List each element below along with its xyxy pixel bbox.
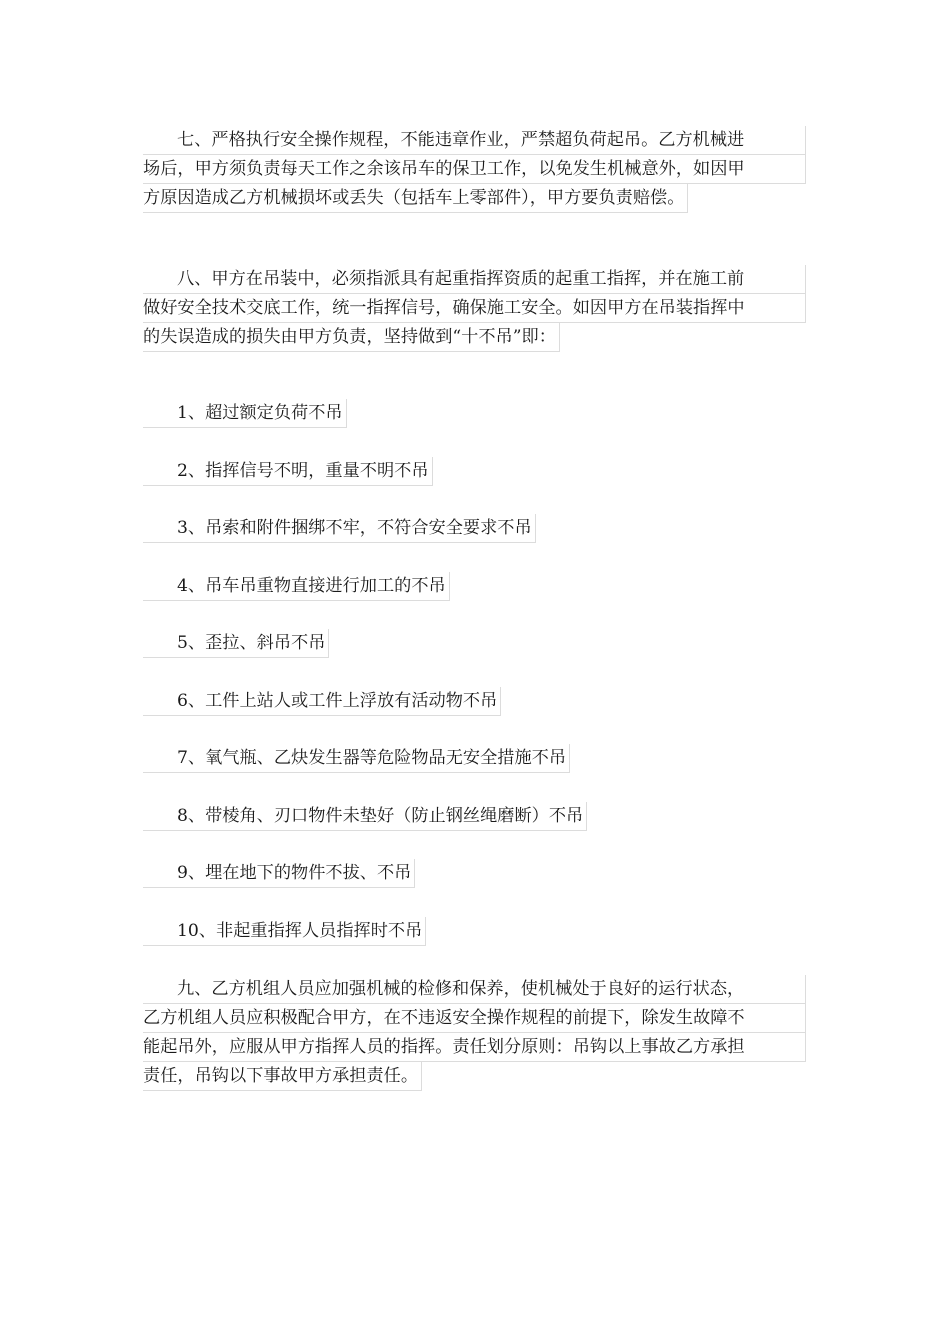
list-item-10: 10、非起重指挥人员指挥时不吊	[143, 917, 426, 946]
paragraph-9-line-2: 乙方机组人员应积极配合甲方，在不违返安全操作规程的前提下，除发生故障不	[143, 1004, 806, 1033]
list-item-3: 3、吊索和附件捆绑不牢，不符合安全要求不吊	[143, 514, 536, 543]
paragraph-7-line-1: 七、严格执行安全操作规程，不能违章作业，严禁超负荷起吊。乙方机械进	[143, 126, 806, 155]
list-item-2: 2、指挥信号不明，重量不明不吊	[143, 457, 433, 486]
list-item-6: 6、工件上站人或工件上浮放有活动物不吊	[143, 687, 501, 716]
list-item	[143, 687, 501, 716]
paragraph-7-line-3: 方原因造成乙方机械损坏或丢失（包括车上零部件），甲方要负责赔偿。	[143, 184, 688, 213]
list-item-9: 9、埋在地下的物件不拔、不吊	[143, 859, 415, 888]
list-item-7: 7、氧气瓶、乙炔发生器等危险物品无安全措施不吊	[143, 744, 570, 773]
list-item	[143, 859, 415, 888]
paragraph-8-line-2: 做好安全技术交底工作，统一指挥信号，确保施工安全。如因甲方在吊装指挥中	[143, 294, 806, 323]
paragraph-9-line-1: 九、乙方机组人员应加强机械的检修和保养，使机械处于良好的运行状态，	[143, 975, 806, 1004]
list-item-8: 8、带棱角、刃口物件未垫好（防止钢丝绳磨断）不吊	[143, 802, 587, 831]
paragraph-9-line-4: 责任，吊钩以下事故甲方承担责任。	[143, 1062, 422, 1091]
list-item	[143, 572, 450, 601]
list-item-4: 4、吊车吊重物直接进行加工的不吊	[143, 572, 450, 601]
list-item	[143, 802, 587, 831]
paragraph-8	[143, 265, 806, 352]
paragraph-9-line-3: 能起吊外，应服从甲方指挥人员的指挥。责任划分原则：吊钩以上事故乙方承担	[143, 1033, 806, 1062]
list-item-5: 5、歪拉、斜吊不吊	[143, 629, 329, 658]
list-item	[143, 457, 433, 486]
paragraph-7-line-2: 场后，甲方须负责每天工作之余该吊车的保卫工作，以免发生机械意外，如因甲	[143, 155, 806, 184]
paragraph-8-line-3: 的失误造成的损失由甲方负责，坚持做到“十不吊”即：	[143, 323, 560, 352]
list-item	[143, 399, 347, 428]
list-item-1: 1、超过额定负荷不吊	[143, 399, 347, 428]
list-item	[143, 917, 426, 946]
list-item	[143, 514, 536, 543]
paragraph-8-line-1: 八、甲方在吊装中，必须指派具有起重指挥资质的起重工指挥，并在施工前	[143, 265, 806, 294]
paragraph-9	[143, 975, 806, 1091]
list-item	[143, 629, 329, 658]
list-item	[143, 744, 570, 773]
paragraph-7	[143, 126, 806, 213]
